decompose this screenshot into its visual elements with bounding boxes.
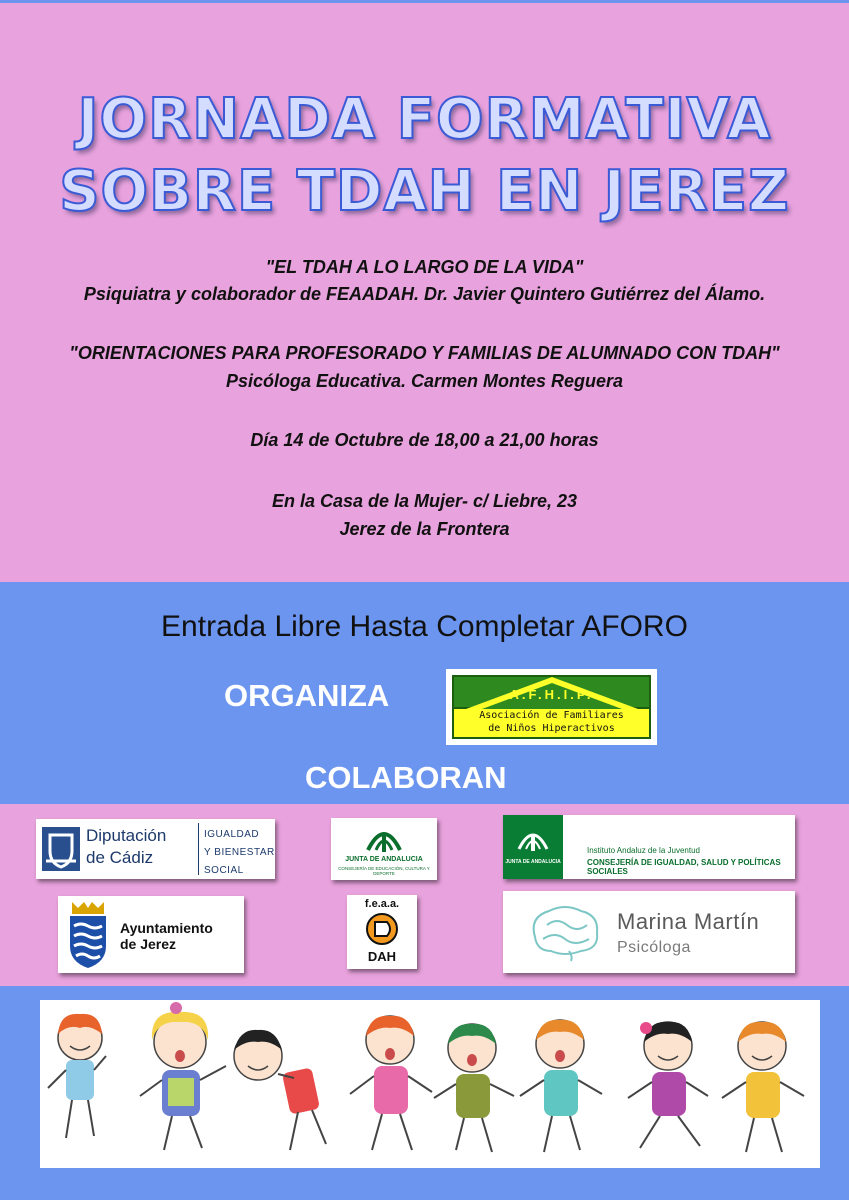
title-line-1: JORNADA FORMATIVA <box>77 87 772 152</box>
entry-notice: Entrada Libre Hasta Completar AFORO <box>161 610 688 643</box>
child-5 <box>434 1024 514 1152</box>
diputacion-line-2: de Cádiz <box>86 848 154 867</box>
children-illustration <box>40 1000 820 1168</box>
venue-city: Jerez de la Frontera <box>339 519 510 539</box>
talk1-title: "EL TDAH A LO LARGO DE LA VIDA" <box>265 257 584 277</box>
child-8 <box>722 1022 804 1152</box>
ayuntamiento-line-1: Ayuntamiento <box>120 920 213 936</box>
marina-name: Marina Martín <box>617 909 760 934</box>
iaj-junta-text: JUNTA DE ANDALUCIA <box>505 859 561 865</box>
talk2-speaker: Psicóloga Educativa. Carmen Montes Reguera <box>225 371 624 391</box>
marina-martin-logo <box>503 891 795 973</box>
venue-address: En la Casa de la Mujer- c/ Liebre, 23 <box>271 491 578 511</box>
diputacion-area-1: IGUALDAD <box>204 829 260 840</box>
junta-emblem-icon <box>364 822 404 856</box>
child-1 <box>48 1014 106 1138</box>
afhip-line-1: Asociación de Familiares <box>479 710 624 721</box>
iaj-emblem-icon <box>515 823 551 855</box>
feaa-emblem-icon <box>365 912 399 946</box>
instituto-juventud-logo <box>503 815 795 879</box>
diputacion-divider <box>198 823 199 875</box>
diputacion-emblem-icon <box>42 827 80 871</box>
afhip-logo <box>446 669 657 745</box>
junta-andalucia-logo <box>331 818 437 880</box>
colaboran-label: COLABORAN <box>305 760 507 795</box>
child-7 <box>628 1022 708 1148</box>
iaj-line-2: CONSEJERÍA DE IGUALDAD, SALUD Y POLÍTICAS SOCIALES <box>587 858 781 876</box>
feaadah-logo <box>347 895 417 969</box>
event-date: Día 14 de Octubre de 18,00 a 21,00 horas <box>250 430 599 450</box>
talk1-speaker: Psiquiatra y colaborador de FEAADAH. Dr. Javier Quintero Gutiérrez del Álamo. <box>83 284 766 304</box>
dancing-children-icon <box>40 1000 820 1168</box>
ayuntamiento-name <box>120 920 213 952</box>
junta-line-1: JUNTA DE ANDALUCIA <box>345 856 423 863</box>
diputacion-name <box>86 825 166 869</box>
marina-role: Psicóloga <box>617 939 691 956</box>
child-6 <box>520 1020 602 1152</box>
afhip-line-2: de Niños Hiperactivos <box>488 723 615 734</box>
junta-line-2: CONSEJERÍA DE EDUCACIÓN, CULTURA Y DEPORTE <box>338 866 430 876</box>
organiza-label: ORGANIZA <box>224 678 390 713</box>
talk2-title: "ORIENTACIONES PARA PROFESORADO Y FAMILIAS DE ALUMNADO CON TDAH" <box>69 343 780 363</box>
diputacion-area <box>204 826 275 880</box>
child-3 <box>234 1030 326 1150</box>
child-4 <box>350 1016 432 1150</box>
title-line-2: SOBRE TDAH EN JEREZ <box>59 159 790 224</box>
jerez-crest-icon <box>66 900 110 970</box>
feaa-bottom-text: DAH <box>367 949 397 964</box>
diputacion-line-1: Diputación <box>86 826 167 845</box>
ayuntamiento-line-2: de Jerez <box>120 936 177 952</box>
brain-icon <box>525 901 605 963</box>
ayuntamiento-jerez-logo <box>58 896 244 973</box>
diputacion-area-2: Y BIENESTAR SOCIAL <box>204 847 275 876</box>
feaa-top-text: f.e.a.a. <box>364 898 400 910</box>
diputacion-cadiz-logo <box>36 819 275 879</box>
iaj-line-1: Instituto Andaluz de la Juventud <box>587 846 700 855</box>
afhip-letters: A.F.H.I.P. <box>509 687 594 702</box>
child-2 <box>140 1002 226 1150</box>
